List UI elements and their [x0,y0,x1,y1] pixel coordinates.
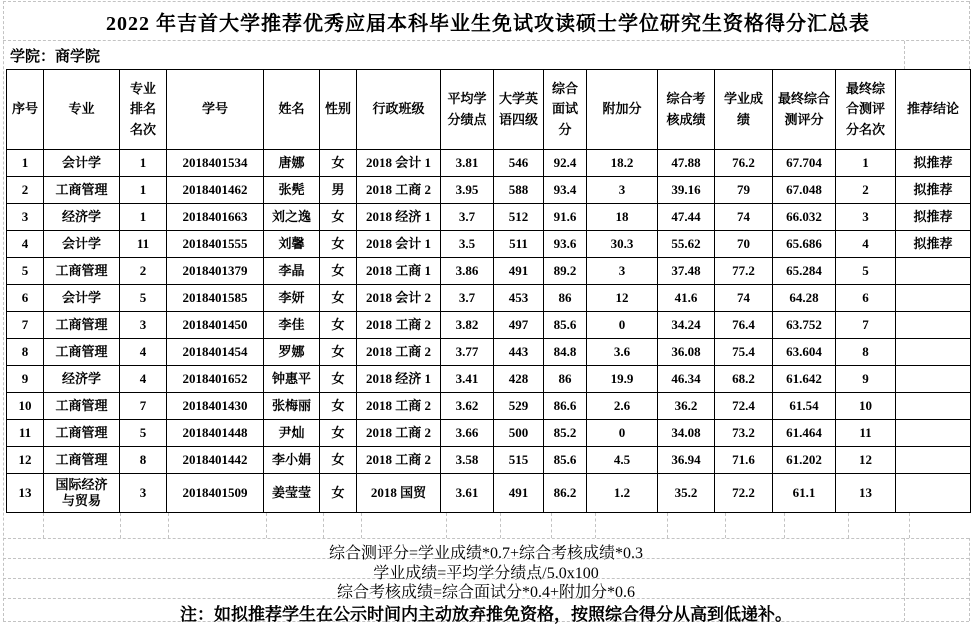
table-cell: 2018401663 [167,204,264,231]
table-cell: 2018401462 [167,177,264,204]
table-cell: 86 [544,285,587,312]
column-header: 序号 [7,70,44,150]
table-cell: 尹灿 [264,420,320,447]
table-cell: 89.2 [544,258,587,285]
column-header: 综合面试分 [544,70,587,150]
table-cell: 李佳 [264,312,320,339]
table-cell: 姜莹莹 [264,474,320,513]
table-cell: 47.44 [658,204,715,231]
table-cell: 3 [120,474,167,513]
table-cell [896,420,971,447]
table-cell: 2018401454 [167,339,264,366]
table-row [7,474,971,513]
table-cell: 工商管理 [44,420,120,447]
table-cell: 77.2 [715,258,773,285]
table-cell: 2018401430 [167,393,264,420]
table-row [7,393,971,420]
table-cell: 女 [320,366,357,393]
column-header: 平均学分绩点 [441,70,494,150]
table-cell: 76.2 [715,150,773,177]
table-cell: 93.4 [544,177,587,204]
table-cell: 76.4 [715,312,773,339]
table-cell: 工商管理 [44,339,120,366]
table-cell: 工商管理 [44,177,120,204]
table-cell: 85.2 [544,420,587,447]
table-cell: 2.6 [587,393,658,420]
table-cell: 529 [494,393,544,420]
table-cell: 61.642 [773,366,836,393]
table-cell: 4 [120,339,167,366]
table-cell: 女 [320,150,357,177]
table-cell: 3.5 [441,231,494,258]
table-cell: 34.08 [658,420,715,447]
table-cell: 女 [320,393,357,420]
table-body [7,150,971,513]
table-cell: 工商管理 [44,312,120,339]
gridline [3,538,969,539]
table-cell: 11 [836,420,896,447]
table-cell: 2018 工商 2 [357,339,441,366]
table-cell: 2018401379 [167,258,264,285]
table-cell: 72.4 [715,393,773,420]
table-cell: 34.24 [658,312,715,339]
table-cell: 8 [836,339,896,366]
table-cell: 7 [120,393,167,420]
table-cell: 7 [7,312,44,339]
table-cell: 经济学 [44,204,120,231]
table-cell: 1 [120,150,167,177]
table-cell: 3.82 [441,312,494,339]
table-cell: 0 [587,420,658,447]
table-cell: 61.202 [773,447,836,474]
table-cell: 91.6 [544,204,587,231]
table-cell: 5 [836,258,896,285]
column-header: 专业 [44,70,120,150]
table-row [7,231,971,258]
empty-cell [169,513,267,538]
formula-line-3: 综合考核成绩=综合面试分*0.4+附加分*0.6 [336,584,636,601]
empty-cell [668,513,726,538]
table-cell: 3.77 [441,339,494,366]
table-cell: 10 [7,393,44,420]
column-header: 性别 [320,70,357,150]
table-row [7,258,971,285]
table-cell: 86.6 [544,393,587,420]
table-cell: 64.28 [773,285,836,312]
table-cell: 453 [494,285,544,312]
table-row [7,204,971,231]
table-cell: 18.2 [587,150,658,177]
table-cell: 2018 经济 1 [357,366,441,393]
table-cell: 女 [320,312,357,339]
table-header [7,70,971,150]
table-cell: 1.2 [587,474,658,513]
table-cell: 3.7 [441,204,494,231]
table-cell: 11 [120,231,167,258]
table-cell: 0 [587,312,658,339]
gridline [3,40,969,41]
table-cell: 37.48 [658,258,715,285]
table-cell: 5 [120,285,167,312]
table-row [7,447,971,474]
empty-cell [447,513,501,538]
table-cell: 39.16 [658,177,715,204]
table-cell: 65.284 [773,258,836,285]
table-cell: 3 [120,312,167,339]
table-cell: 65.686 [773,231,836,258]
column-header: 学号 [167,70,264,150]
table-cell: 2018401585 [167,285,264,312]
table-cell: 3.58 [441,447,494,474]
table-cell: 70 [715,231,773,258]
table-cell: 3 [587,177,658,204]
table-cell: 497 [494,312,544,339]
table-cell: 2018 会计 1 [357,231,441,258]
table-cell: 74 [715,204,773,231]
column-header: 最终综合测评分 [773,70,836,150]
table-header-row [7,70,971,150]
table-cell: 36.2 [658,393,715,420]
scores-table [6,69,971,513]
table-cell: 拟推荐 [896,231,971,258]
table-cell: 3.61 [441,474,494,513]
table-cell: 443 [494,339,544,366]
table-cell: 2018 国贸 [357,474,441,513]
table-cell: 会计学 [44,150,120,177]
table-cell: 工商管理 [44,447,120,474]
empty-cell [785,513,849,538]
table-cell: 钟惠平 [264,366,320,393]
table-cell: 515 [494,447,544,474]
column-header: 最终综合测评分名次 [836,70,896,150]
table-cell: 9 [836,366,896,393]
table-cell: 工商管理 [44,393,120,420]
table-cell: 工商管理 [44,258,120,285]
table-cell: 2018401450 [167,312,264,339]
college-label: 学院：商学院 [10,49,101,65]
table-cell: 500 [494,420,544,447]
table-cell: 1 [120,204,167,231]
table-cell: 8 [7,339,44,366]
table-cell: 61.1 [773,474,836,513]
table-cell: 491 [494,258,544,285]
gridline [3,1,4,621]
table-cell: 3.7 [441,285,494,312]
table-cell: 刘之逸 [264,204,320,231]
table-cell: 85.6 [544,312,587,339]
table-cell: 4 [7,231,44,258]
table-cell: 75.4 [715,339,773,366]
table-cell: 男 [320,177,357,204]
empty-cell [6,513,44,538]
table-cell [896,312,971,339]
table-cell: 2018 工商 2 [357,177,441,204]
table-cell: 79 [715,177,773,204]
table-cell: 491 [494,474,544,513]
table-cell: 6 [836,285,896,312]
table-cell [896,258,971,285]
table-cell: 李小娟 [264,447,320,474]
table-cell: 女 [320,339,357,366]
table-cell: 张梅丽 [264,393,320,420]
table-cell: 2018401448 [167,420,264,447]
table-cell: 511 [494,231,544,258]
table-cell: 3.66 [441,420,494,447]
table-cell: 74 [715,285,773,312]
table-cell: 3.81 [441,150,494,177]
table-cell: 女 [320,474,357,513]
table-cell: 12 [7,447,44,474]
table-cell: 10 [836,393,896,420]
empty-cell [44,513,121,538]
table-cell: 3 [587,258,658,285]
empty-row [6,513,975,538]
table-cell: 2018401509 [167,474,264,513]
table-cell: 刘馨 [264,231,320,258]
table-cell: 国际经济与贸易 [44,474,120,513]
formula-line-2: 学业成绩=平均学分绩点/5.0x100 [373,565,599,582]
table-cell: 72.2 [715,474,773,513]
table-cell: 68.2 [715,366,773,393]
table-cell: 84.8 [544,339,587,366]
table-cell: 86 [544,366,587,393]
gridline [3,1,969,2]
table-cell: 4 [120,366,167,393]
table-cell: 拟推荐 [896,150,971,177]
table-cell: 2 [7,177,44,204]
table-cell: 女 [320,420,357,447]
table-row [7,420,971,447]
table-cell: 55.62 [658,231,715,258]
table-cell: 12 [836,447,896,474]
table-cell: 女 [320,231,357,258]
table-cell: 61.464 [773,420,836,447]
table-cell: 2018401442 [167,447,264,474]
table-cell: 5 [120,420,167,447]
table-cell: 546 [494,150,544,177]
table-cell: 女 [320,204,357,231]
table-cell: 73.2 [715,420,773,447]
table-cell: 2018 工商 2 [357,420,441,447]
table-cell: 3.95 [441,177,494,204]
table-cell: 3.41 [441,366,494,393]
table-row [7,339,971,366]
table-cell: 30.3 [587,231,658,258]
table-cell: 67.704 [773,150,836,177]
table-cell: 7 [836,312,896,339]
column-header: 姓名 [264,70,320,150]
table-cell: 18 [587,204,658,231]
empty-cell [362,513,447,538]
table-cell: 13 [836,474,896,513]
table-cell: 拟推荐 [896,204,971,231]
table-cell [896,393,971,420]
empty-cell [324,513,362,538]
table-cell: 1 [836,150,896,177]
empty-cell [726,513,785,538]
column-header: 综合考核成绩 [658,70,715,150]
table-cell: 512 [494,204,544,231]
table-cell: 8 [120,447,167,474]
table-row [7,366,971,393]
table-cell: 4.5 [587,447,658,474]
table-cell: 67.048 [773,177,836,204]
table-cell [896,285,971,312]
table-cell: 36.94 [658,447,715,474]
table-cell: 428 [494,366,544,393]
formula-line-1: 综合测评分=学业成绩*0.7+综合考核成绩*0.3 [328,545,644,562]
table-cell: 拟推荐 [896,177,971,204]
table-cell: 92.4 [544,150,587,177]
table-cell: 5 [7,258,44,285]
table-cell: 11 [7,420,44,447]
column-header: 附加分 [587,70,658,150]
table-cell: 61.54 [773,393,836,420]
table-cell: 李晶 [264,258,320,285]
table-cell: 2018 会计 2 [357,285,441,312]
table-cell: 71.6 [715,447,773,474]
table-cell: 93.6 [544,231,587,258]
table-cell: 2018401534 [167,150,264,177]
table-cell: 经济学 [44,366,120,393]
table-cell [896,366,971,393]
table-cell: 63.604 [773,339,836,366]
page-title: 2022 年吉首大学推荐优秀应届本科毕业生免试攻读硕士学位研究生资格得分汇总表 [106,13,870,35]
table-row [7,150,971,177]
table-cell: 47.88 [658,150,715,177]
empty-cell [267,513,324,538]
table-cell: 46.34 [658,366,715,393]
table-cell: 66.032 [773,204,836,231]
column-header: 大学英语四级 [494,70,544,150]
table-cell: 2 [120,258,167,285]
column-header: 专业排名名次 [120,70,167,150]
table-cell: 3.62 [441,393,494,420]
table-cell: 罗娜 [264,339,320,366]
table-cell: 3.6 [587,339,658,366]
table-cell: 36.08 [658,339,715,366]
table-cell: 1 [7,150,44,177]
table-cell: 2018 工商 2 [357,312,441,339]
table-cell: 86.2 [544,474,587,513]
table-cell: 1 [120,177,167,204]
table-cell: 3 [7,204,44,231]
table-row [7,177,971,204]
table-cell: 3.86 [441,258,494,285]
column-header: 推荐结论 [896,70,971,150]
table-cell: 2018401555 [167,231,264,258]
empty-cell [596,513,668,538]
table-cell: 3 [836,204,896,231]
table-cell: 2018401652 [167,366,264,393]
table-cell: 2018 工商 2 [357,447,441,474]
table-cell: 唐娜 [264,150,320,177]
table-cell [896,447,971,474]
table-cell: 2018 工商 2 [357,393,441,420]
table-cell: 12 [587,285,658,312]
table-cell: 2018 会计 1 [357,150,441,177]
column-header: 学业成绩 [715,70,773,150]
table-cell: 2 [836,177,896,204]
table-cell: 会计学 [44,231,120,258]
table-cell: 41.6 [658,285,715,312]
table-cell: 2018 工商 1 [357,258,441,285]
empty-cell [910,513,975,538]
table-cell: 张髡 [264,177,320,204]
table-cell: 9 [7,366,44,393]
note-line: 注：如拟推荐学生在公示时间内主动放弃推免资格，按照综合得分从高到低递补。 [180,605,792,624]
table-cell: 女 [320,258,357,285]
table-cell: 4 [836,231,896,258]
empty-cell [121,513,169,538]
empty-cell [849,513,910,538]
empty-cell [501,513,552,538]
table-cell: 女 [320,285,357,312]
table-cell: 李妍 [264,285,320,312]
table-cell: 6 [7,285,44,312]
table-cell: 588 [494,177,544,204]
table-row [7,285,971,312]
table-cell: 2018 经济 1 [357,204,441,231]
table-cell [896,474,971,513]
empty-cell [552,513,596,538]
table-cell: 63.752 [773,312,836,339]
table-cell: 35.2 [658,474,715,513]
table-cell: 13 [7,474,44,513]
table-cell: 19.9 [587,366,658,393]
table-row [7,312,971,339]
column-header: 行政班级 [357,70,441,150]
table-cell [896,339,971,366]
table-cell: 会计学 [44,285,120,312]
table-cell: 女 [320,447,357,474]
table-cell: 85.6 [544,447,587,474]
